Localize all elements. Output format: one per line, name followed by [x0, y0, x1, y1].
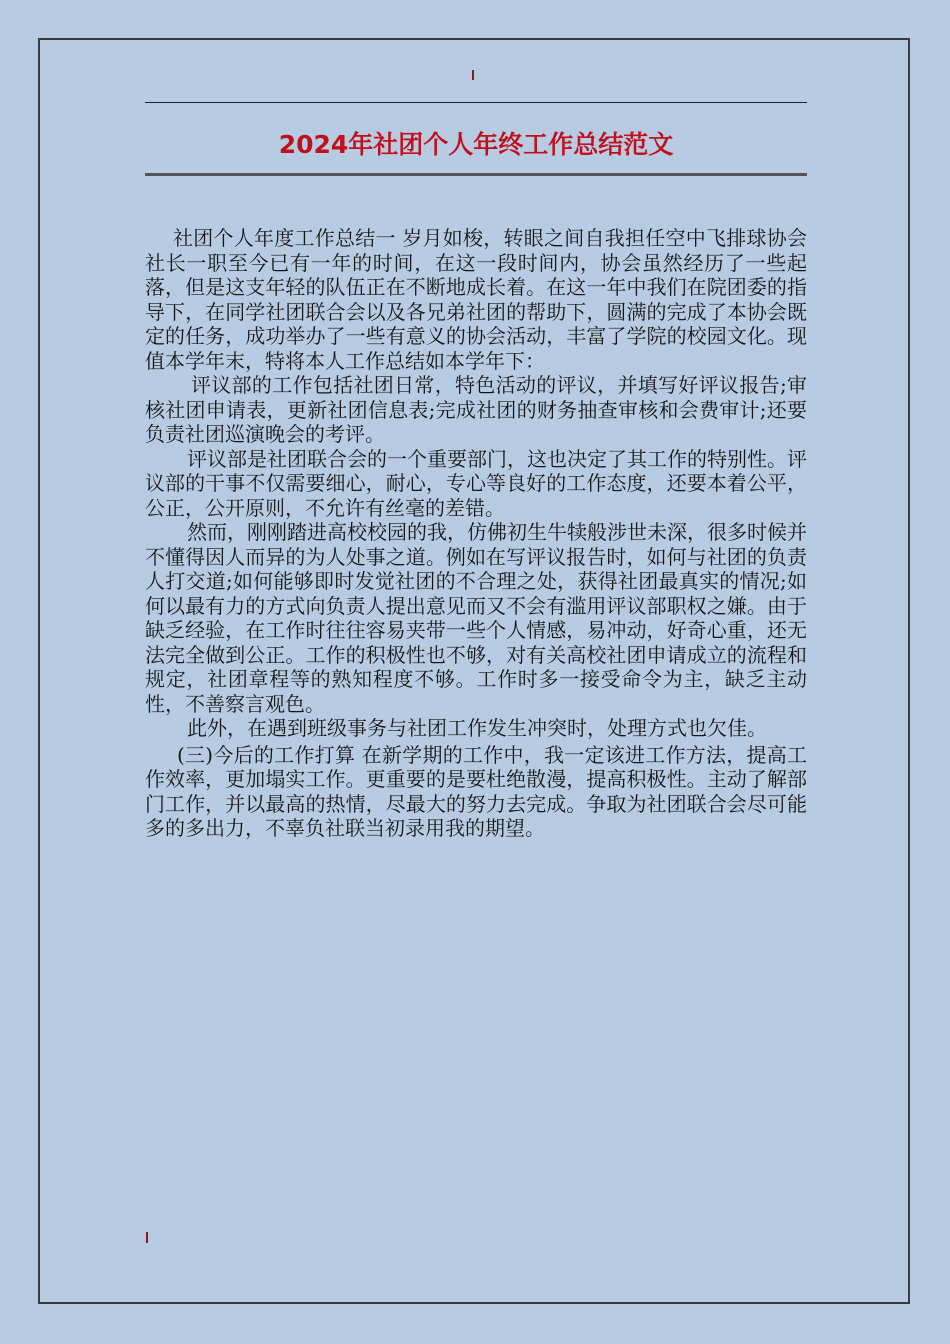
body-paragraph-4: 然而，刚刚踏进高校校园的我，仿佛初生牛犊般涉世未深，很多时候并不懂得因人而异的为人处事之道。例如在写评议报告时，如何与社团的负责人打交道;如何能够即时发觉社团的不合理之处，获得社团最真实的情况;如何以最有力的方式向负责人提出意见而又不会有滥用评议部职权之嫌。由于缺乏经验，在工作时往往容易夹带一些个人情感，易冲动，好奇心重，还无法完全做到公正。工作的积极性也不够，对有关高校社团申请成立的流程和规定，社团章程等的熟知程度不够。工作时多一接受命令为主，缺乏主动性，不善察言观色。: [145, 520, 807, 716]
body-paragraph-3: 评议部是社团联合会的一个重要部门，这也决定了其工作的特别性。评议部的干事不仅需要细心，耐心，专心等良好的工作态度，还要本着公平，公正，公开原则，不允许有丝毫的差错。: [145, 446, 807, 520]
body-paragraph-6: (三)今后的工作打算 在新学期的工作中，我一定该进工作方法，提高工作效率，更加塌实工作。更重要的是要杜绝散漫，提高积极性。主动了解部门工作，并以最高的热情，尽最大的努力去完成。争取为社团联合会尽可能多的多出力，不辜负社联当初录用我的期望。: [145, 742, 807, 840]
header-rule: [145, 102, 807, 103]
title-rule: [145, 173, 807, 176]
body-paragraph-5: 此外，在遇到班级事务与社团工作发生冲突时，处理方式也欠佳。: [187, 716, 767, 740]
footer-mark: [146, 1232, 148, 1243]
header-mark: [472, 70, 474, 80]
body-paragraph-2: 评议部的工作包括社团日常，特色活动的评议，并填写好评议报告;审核社团申请表，更新社团信息表;完成社团的财务抽查审核和会费审计;还要负责社团巡演晚会的考评。: [145, 373, 807, 446]
document-title: 2024年社团个人年终工作总结范文: [278, 130, 674, 159]
document-body: [145, 226, 807, 841]
body-paragraph-1: 社团个人年度工作总结一 岁月如梭，转眼之间自我担任空中飞排球协会社长一职至今已有一年的时间，在这一段时间内，协会虽然经历了一些起落，但是这支年轻的队伍正在不断地成长着。在这一年中我们在院团委的指导下，在同学社团联合会以及各兄弟社团的帮助下，圆满的完成了本协会既定的任务，成功举办了一些有意义的协会活动，丰富了学院的校园文化。现值本学年末，特将本人工作总结如本学年下：: [145, 226, 807, 373]
